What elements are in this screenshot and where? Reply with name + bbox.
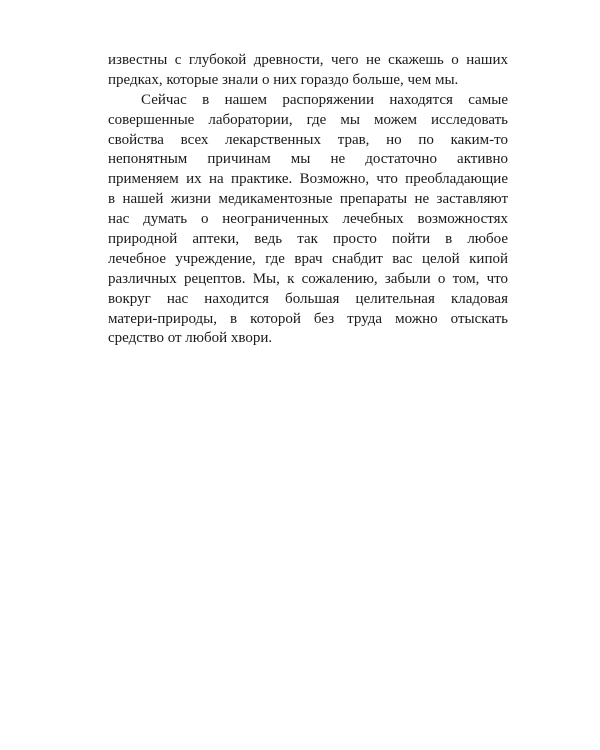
text-line: нас думать о неограниченных лечебных возможностях bbox=[108, 211, 508, 228]
paragraph-first-line: Сейчас в нашем распоряжении находятся самые bbox=[141, 91, 508, 108]
text-line: непонятным причинам мы не достаточно активно bbox=[108, 151, 508, 168]
text-line: свойства всех лекарственных трав, но по каким-то bbox=[108, 131, 508, 148]
text-line: совершенные лаборатории, где мы можем исследовать bbox=[108, 111, 508, 128]
text-line: вокруг нас находится большая целительная кладовая bbox=[108, 290, 508, 307]
text-line: применяем их на практике. Возможно, что преобладающие bbox=[108, 171, 508, 188]
body-text bbox=[108, 51, 508, 349]
text-line: предках, которые знали о них гораздо больше, чем мы. bbox=[108, 71, 459, 88]
text-line: средство от любой хвори. bbox=[108, 330, 273, 347]
text-line: матери-природы, в которой без труда можно отыскать bbox=[108, 310, 508, 327]
text-line: в нашей жизни медикаментозные препараты не заставляют bbox=[108, 191, 508, 208]
text-line: лечебное учреждение, где врач снабдит вас целой кипой bbox=[108, 250, 508, 267]
text-line: известны с глубокой древности, чего не скажешь о наших bbox=[108, 52, 508, 68]
text-line: природной аптеки, ведь так просто пойти в любое bbox=[108, 231, 508, 248]
text-line: различных рецептов. Мы, к сожалению, забыли о том, что bbox=[108, 270, 508, 287]
